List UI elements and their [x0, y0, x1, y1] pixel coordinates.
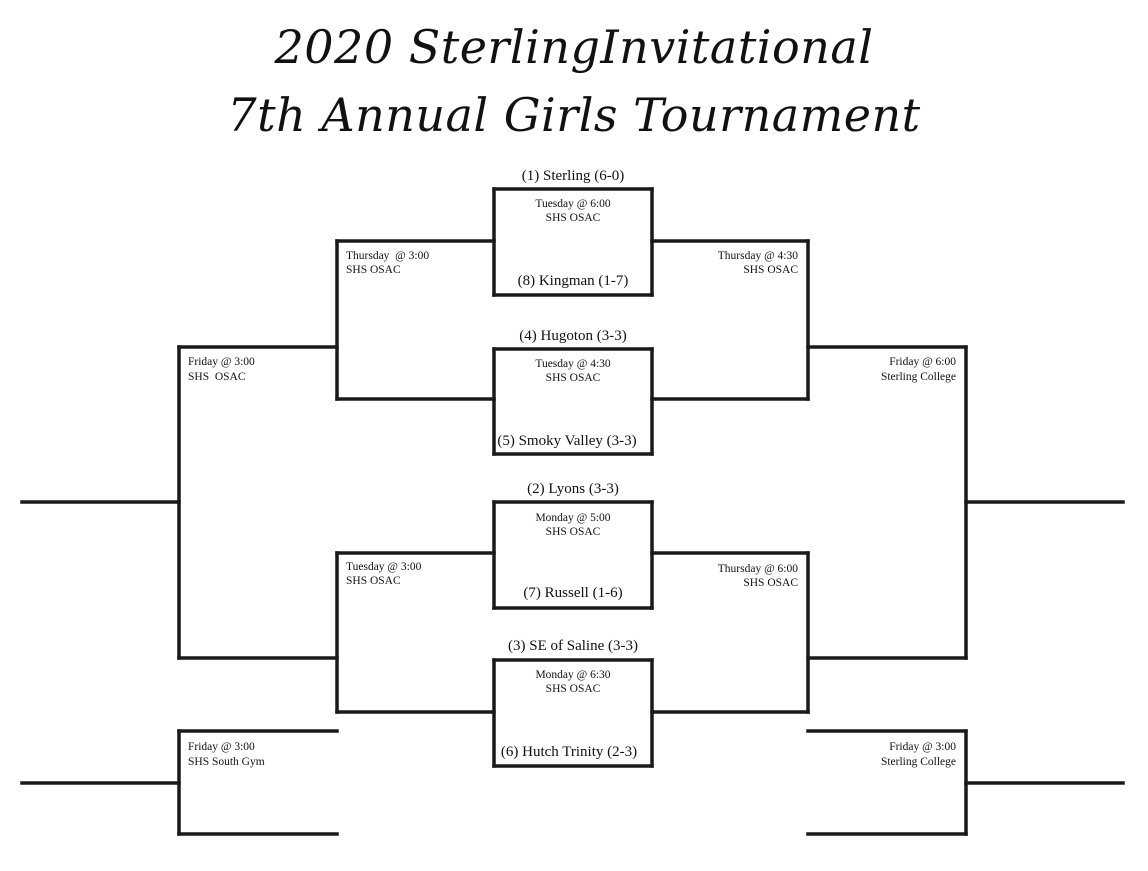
right-bottom-venue: Sterling College [880, 756, 956, 768]
game4-top-team: (3) SE of Saline (3-3) [508, 638, 638, 654]
game2-top-team: (4) Hugoton (3-3) [519, 328, 627, 344]
right-semi1-venue: SHS OSAC [743, 264, 798, 276]
game2-bottom-team: (5) Smoky Valley (3-3) [497, 433, 637, 449]
game3-top-team: (2) Lyons (3-3) [527, 481, 619, 497]
left-final-venue: SHS OSAC [188, 371, 246, 383]
game1-bottom-team: (8) Kingman (1-7) [517, 273, 629, 289]
game4-bottom-team: (6) Hutch Trinity (2-3) [500, 744, 638, 760]
game4-venue: SHS OSAC [545, 683, 601, 695]
left-semi1-day-time: Thursday @ 3:00 [346, 250, 430, 262]
tournament-subtitle: 7th Annual Girls Tournament [227, 88, 921, 142]
left-bottom-venue: SHS South Gym [188, 756, 265, 768]
left-semi2-day-time: Tuesday @ 3:00 [346, 561, 422, 573]
left-final-day-time: Friday @ 3:00 [188, 356, 255, 368]
right-bottom-day-time: Friday @ 3:00 [889, 741, 956, 753]
right-semi2-day-time: Thursday @ 6:00 [717, 563, 798, 575]
game4-day-time: Monday @ 6:30 [535, 669, 611, 681]
game2-venue: SHS OSAC [545, 372, 601, 384]
left-semi1-venue: SHS OSAC [346, 264, 401, 276]
left-semi2-venue: SHS OSAC [346, 575, 401, 587]
game3-bottom-team: (7) Russell (1-6) [523, 585, 623, 601]
game3-venue: SHS OSAC [545, 526, 601, 538]
game1-top-team: (1) Sterling (6-0) [521, 168, 625, 184]
game1-venue: SHS OSAC [545, 212, 601, 224]
game1-day-time: Tuesday @ 6:00 [535, 198, 611, 210]
right-semi2-venue: SHS OSAC [743, 577, 798, 589]
game3-day-time: Monday @ 5:00 [535, 512, 611, 524]
right-final-venue: Sterling College [880, 371, 956, 383]
right-semi1-day-time: Thursday @ 4:30 [717, 250, 798, 262]
right-final-day-time: Friday @ 6:00 [889, 356, 956, 368]
left-bottom-day-time: Friday @ 3:00 [188, 741, 255, 753]
game2-day-time: Tuesday @ 4:30 [535, 358, 611, 370]
tournament-title: 2020 SterlingInvitational [274, 20, 874, 74]
